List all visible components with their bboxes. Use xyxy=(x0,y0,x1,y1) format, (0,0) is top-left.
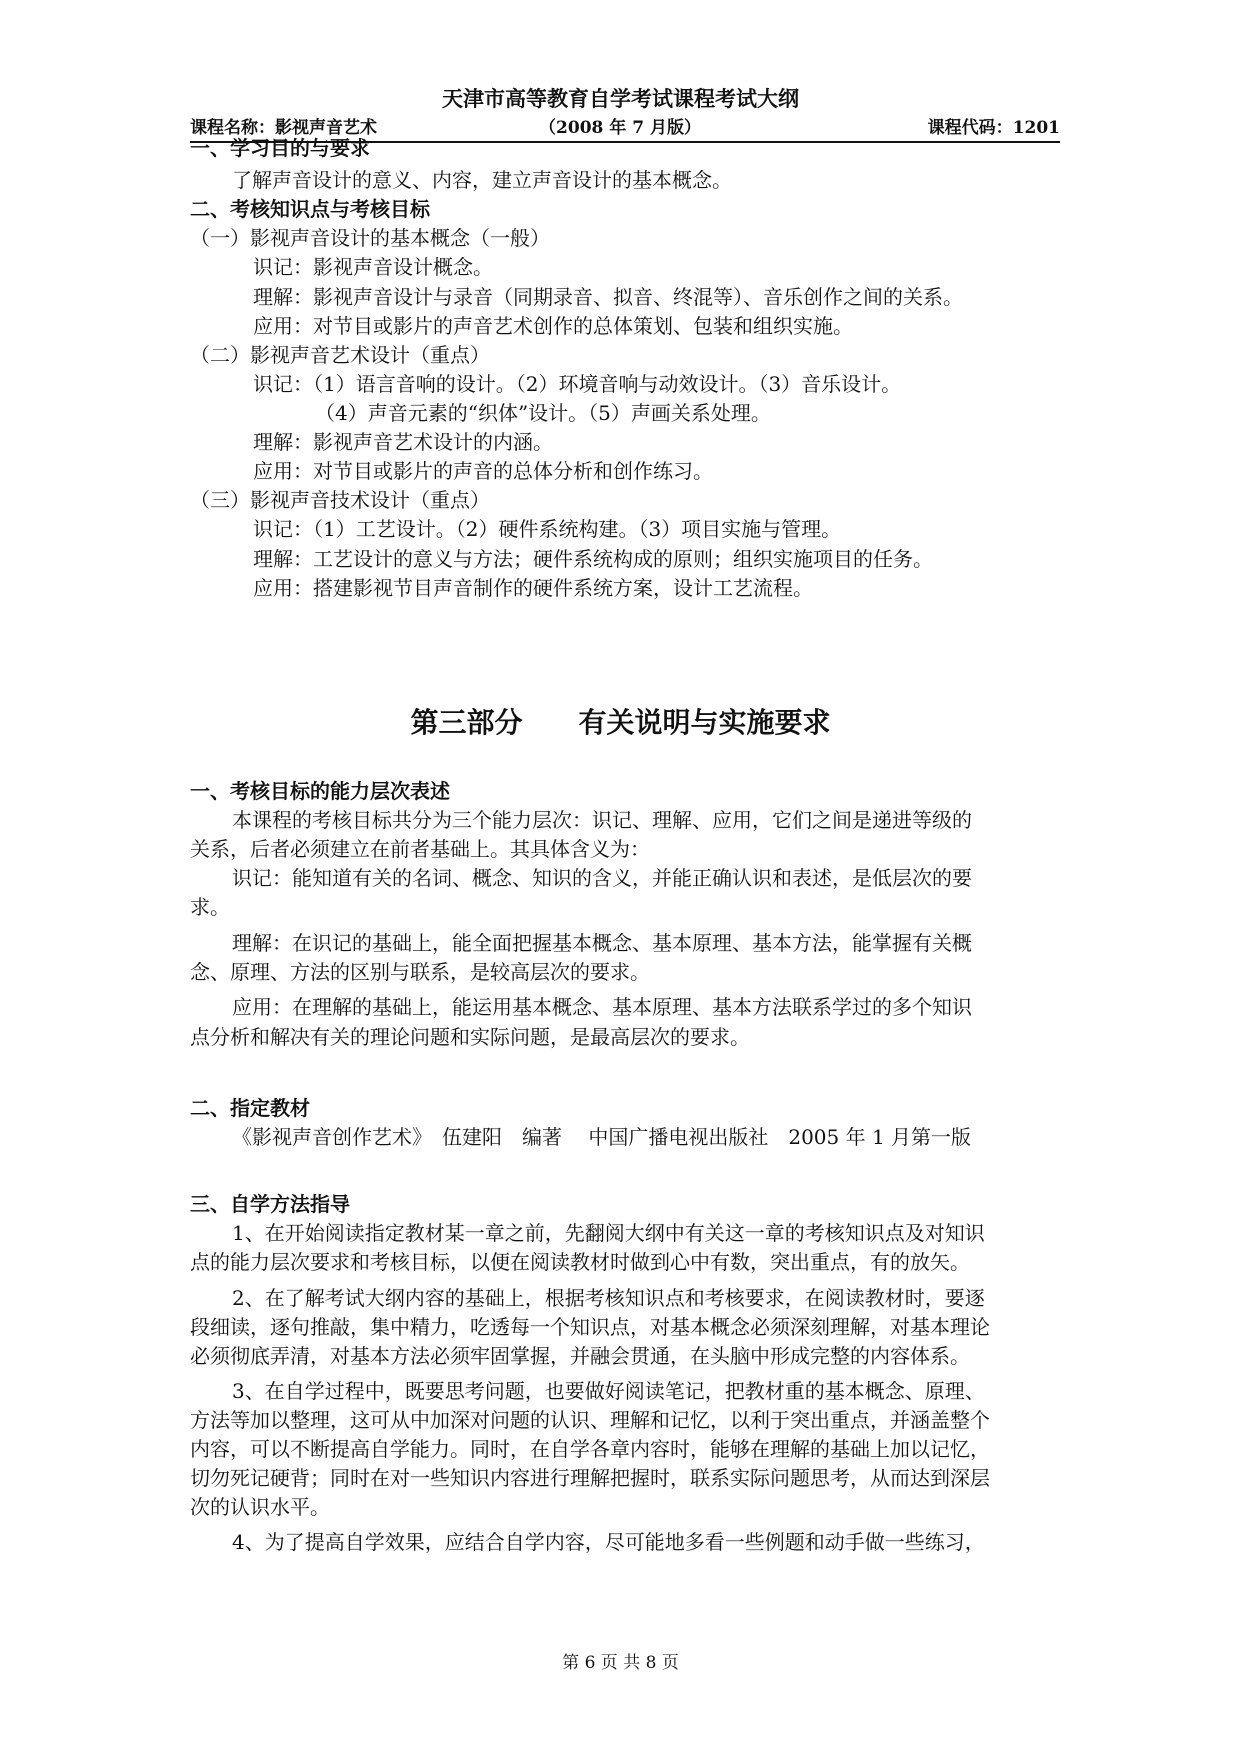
course-name: 课程名称：影视声音艺术 xyxy=(190,118,377,138)
edition-label: （2008 年 7 月版） xyxy=(539,118,701,138)
paragraph-line: 1、在开始阅读指定教材某一章之前，先翻阅大纲中有关这一章的考核知识点及对知识 xyxy=(232,1221,985,1245)
paragraph-line: 段细读，逐句推敲，集中精力，吃透每一个知识点，对基本概念必须深刻理解，对基本理论 xyxy=(190,1315,990,1339)
paragraph-line: 应用：搭建影视节目声音制作的硬件系统方案，设计工艺流程。 xyxy=(253,576,813,600)
paragraph-line: 理解：工艺设计的意义与方法；硬件系统构成的原则；组织实施项目的任务。 xyxy=(253,547,933,571)
subsection-heading: （二）影视声音艺术设计（重点） xyxy=(190,343,490,367)
section-heading: 三、自学方法指导 xyxy=(190,1192,350,1216)
paragraph-line: 切勿死记硬背；同时在对一些知识内容进行理解把握时，联系实际问题思考，从而达到深层 xyxy=(190,1466,990,1490)
paragraph-line: 点分析和解决有关的理论问题和实际问题，是最高层次的要求。 xyxy=(190,1025,750,1049)
paragraph-line: 念、原理、方法的区别与联系，是较高层次的要求。 xyxy=(190,960,650,984)
section-heading: 二、考核知识点与考核目标 xyxy=(190,197,430,221)
subsection-heading: （三）影视声音技术设计（重点） xyxy=(190,488,490,512)
course-code: 课程代码：1201 xyxy=(927,118,1060,138)
document-title: 天津市高等教育自学考试课程考试大纲 xyxy=(442,86,799,111)
page-number: 第 6 页 共 8 页 xyxy=(562,1653,679,1673)
textbook-line: 《影视声音创作艺术》 伍建阳 编著 中国广播电视出版社 2005 年 1 月第一版 xyxy=(232,1125,972,1149)
paragraph-line: 内容，可以不断提高自学能力。同时，在自学各章内容时，能够在理解的基础上加以记忆， xyxy=(190,1437,990,1461)
paragraph-line: 3、在自学过程中，既要思考问题，也要做好阅读笔记，把教材重的基本概念、原理、 xyxy=(232,1379,985,1403)
paragraph-line: 求。 xyxy=(190,895,230,919)
paragraph-line: （4）声音元素的“织体”设计。（5）声画关系处理。 xyxy=(315,401,771,425)
paragraph-line: 次的认识水平。 xyxy=(190,1495,330,1519)
paragraph-line: 了解声音设计的意义、内容，建立声音设计的基本概念。 xyxy=(232,168,732,192)
paragraph-line: 应用：对节目或影片的声音艺术创作的总体策划、包装和组织实施。 xyxy=(253,314,853,338)
section-heading: 一、学习目的与要求 xyxy=(190,136,370,160)
paragraph-line: 理解：影视声音设计与录音（同期录音、拟音、终混等）、音乐创作之间的关系。 xyxy=(253,285,963,309)
section-heading: 二、指定教材 xyxy=(190,1096,310,1120)
paragraph-line: 方法等加以整理，这可从中加深对问题的认识、理解和记忆，以利于突出重点，并涵盖整个 xyxy=(190,1408,990,1432)
paragraph-line: 识记：影视声音设计概念。 xyxy=(253,255,493,279)
paragraph-line: 本课程的考核目标共分为三个能力层次：识记、理解、应用，它们之间是递进等级的 xyxy=(232,808,972,832)
paragraph-line: 识记：（1）语言音响的设计。（2）环境音响与动效设计。（3）音乐设计。 xyxy=(253,372,902,396)
paragraph-line: 关系，后者必须建立在前者基础上。其具体含义为： xyxy=(190,837,650,861)
paragraph-line: 应用：对节目或影片的声音的总体分析和创作练习。 xyxy=(253,459,713,483)
paragraph-line: 理解：影视声音艺术设计的内涵。 xyxy=(253,430,553,454)
paragraph-line: 识记：能知道有关的名词、概念、知识的含义，并能正确认识和表述，是低层次的要 xyxy=(232,866,972,890)
subsection-heading: （一）影视声音设计的基本概念（一般） xyxy=(190,226,550,250)
section-heading: 一、考核目标的能力层次表述 xyxy=(190,779,450,803)
paragraph-line: 必须彻底弄清，对基本方法必须牢固掌握，并融会贯通，在头脑中形成完整的内容体系。 xyxy=(190,1344,970,1368)
paragraph-line: 点的能力层次要求和考核目标，以便在阅读教材时做到心中有数，突出重点，有的放矢。 xyxy=(190,1250,970,1274)
paragraph-line: 理解：在识记的基础上，能全面把握基本概念、基本原理、基本方法，能掌握有关概 xyxy=(232,931,972,955)
part-title: 第三部分 有关说明与实施要求 xyxy=(410,706,831,739)
paragraph-line: 4、为了提高自学效果，应结合自学内容，尽可能地多看一些例题和动手做一些练习， xyxy=(232,1530,985,1554)
paragraph-line: 应用：在理解的基础上，能运用基本概念、基本原理、基本方法联系学过的多个知识 xyxy=(232,995,972,1019)
paragraph-line: 识记：（1）工艺设计。（2）硬件系统构建。（3）项目实施与管理。 xyxy=(253,517,842,541)
paragraph-line: 2、在了解考试大纲内容的基础上，根据考核知识点和考核要求，在阅读教材时，要逐 xyxy=(232,1286,985,1310)
